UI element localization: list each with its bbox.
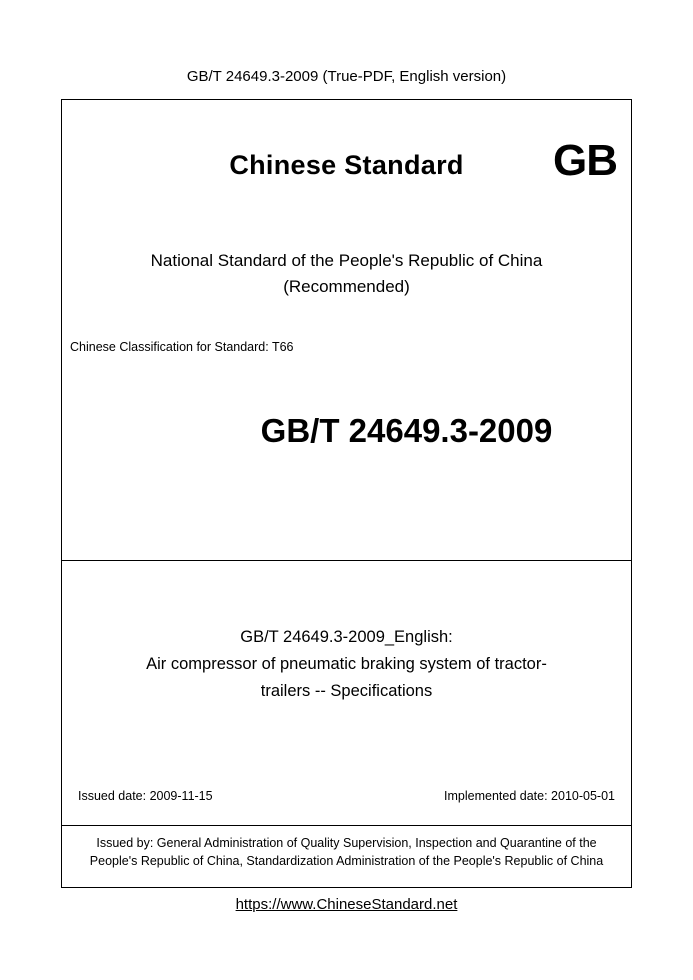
implemented-date: Implemented date: 2010-05-01 — [444, 789, 615, 803]
english-title-line2: Air compressor of pneumatic braking system of tractor- — [146, 655, 547, 674]
gb-logo: GB — [553, 136, 617, 185]
cover-upper-section — [62, 100, 631, 561]
document-header-line: GB/T 24649.3-2009 (True-PDF, English version) — [186, 68, 507, 85]
cover-border-box — [61, 99, 632, 888]
footer-website-link[interactable]: https://www.ChineseStandard.net — [235, 896, 458, 913]
issued-date: Issued date: 2009-11-15 — [78, 789, 213, 803]
date-row — [78, 789, 615, 803]
cover-lower-section — [62, 561, 631, 826]
cover-subtitle-line2: (Recommended) — [283, 277, 410, 297]
issued-by-text: Issued by: General Administration of Quality Supervision, Inspection and Quarantine of the People's Republic of China, Standardization Administration of the People's Republic of China — [89, 836, 604, 869]
cover-title: Chinese Standard — [229, 150, 464, 180]
standard-number: GB/T 24649.3-2009 — [260, 412, 553, 449]
cover-subtitle — [62, 248, 631, 301]
english-title — [102, 624, 591, 706]
english-title-line1: GB/T 24649.3-2009_English: — [240, 628, 453, 646]
english-title-line3: trailers -- Specifications — [260, 682, 433, 701]
classification-text: Chinese Classification for Standard: T66 — [70, 340, 294, 354]
cover-subtitle-line1: National Standard of the People's Republic of China — [150, 251, 543, 270]
